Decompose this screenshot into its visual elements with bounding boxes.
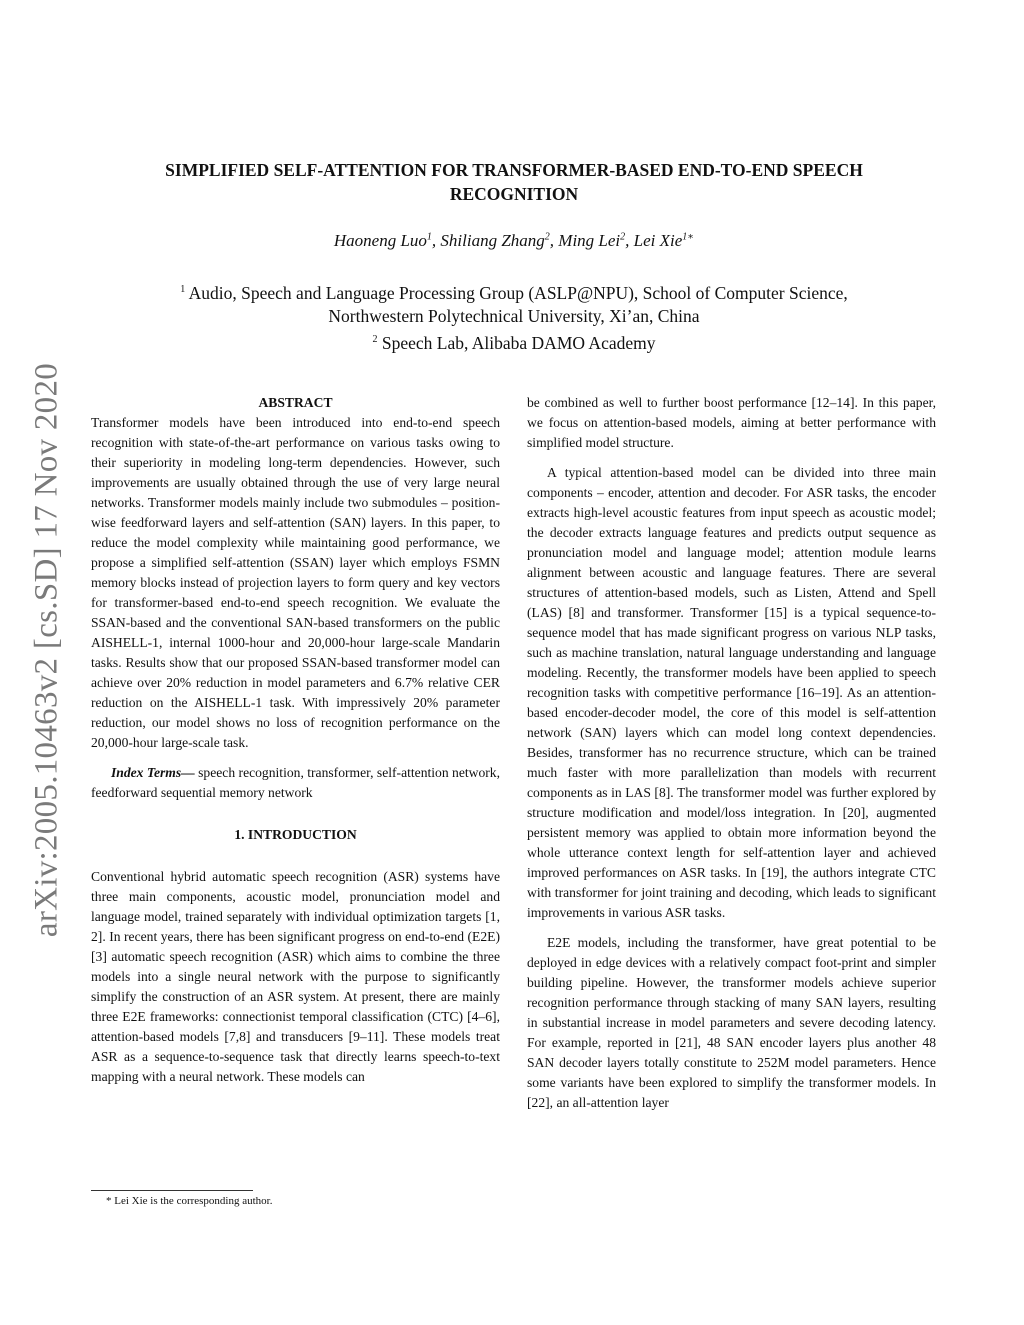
abstract-text: Transformer models have been introduced into end-to-end speech recognition with state-of-the-art performance on various tasks owing to their superiority in modeling long-term dependencies. However, such improvements are usually obtained through the use of very large neural networks. Transformer models mainly include two submodules – position-wise feedforward layers and self-attention (SAN) layers. In this paper, to reduce the model complexity while maintaining good performance, we propose a simplified self-attention (SSAN) layer which employs FSMN memory blocks instead of projection layers to form query and key vectors for transformer-based end-to-end speech recognition. We evaluate the SSAN-based and the conventional SAN-based transformers on the public AISHELL-1, internal 1000-hour and 20,000-hour large-scale Mandarin tasks. Results show that our proposed SSAN-based transformer model can achieve over 20% reduction in model parameters and 6.7% relative CER reduction on the AISHELL-1 task. With impressively 20% parameter reduction, our model shows no loss of recognition performance on the 20,000-hour large-scale task. — [91, 415, 500, 750]
footnote-divider — [91, 1190, 253, 1191]
paragraph: A typical attention-based model can be divided into three main components – encoder, attention and decoder. For ASR tasks, the encoder extracts high-level acoustic features from input speech as acoustic model; the decoder extracts language features and predicts output sequence as pronunciation model and language model; attention module learns alignment between acoustic and language features. There are several structures of attention-based models, such as Listen, Attend and Spell (LAS) [8] and transformer. Transformer [15] is a typical sequence-to-sequence model that has made significant progress on various NLP tasks, such as machine translation, natural language understanding and language modeling. Recently, the transformer models have been applied to speech recognition tasks with competitive performance [16–19]. As an attention-based encoder-decoder model, the core of this model is self-attention network (SAN) layers which can model long context dependencies. Besides, transformer has no recurrence structure, which can be trained much faster with more parallelization than models with recurrent components as in LAS [8]. The transformer model was further explored by structure modification and model/loss integration. In [20], augmented persistent memory was applied to obtain more information beyond the whole utterance context length for self-attention layer and achieved improved performances on ASR tasks. In [19], the authors integrate CTC with transformer for joint training and decoding, which leads to significant improvements in various ASR tasks. — [527, 465, 936, 920]
arxiv-sidebar — [22, 340, 72, 960]
author-affiliation-mark: 1 — [426, 231, 432, 243]
author-name: Haoneng Luo — [333, 231, 427, 250]
author-name: Shiliang Zhang — [440, 231, 545, 250]
affiliation-text: Speech Lab, Alibaba DAMO Academy — [381, 332, 656, 353]
arxiv-identifier: arXiv:2005.10463v2 [cs.SD] 17 Nov 2020 — [28, 362, 65, 938]
affiliation-mark: 2 — [372, 333, 378, 345]
paragraph-continued: be combined as well to further boost performance [12–14]. In this paper, we focus on attention-based models, aiming at better performance with simplified model structure. — [527, 395, 936, 450]
right-column — [527, 393, 936, 1113]
author-list: Haoneng Luo$^1$, Shiliang Zhang$^2$, Ming Lei$^2$, Lei Xie$^{1∗}$ — [333, 231, 695, 250]
paper-title: SIMPLIFIED SELF-ATTENTION FOR TRANSFORMER-BASED END-TO-END SPEECH RECOGNITION — [165, 160, 863, 204]
paragraph: E2E models, including the transformer, have great potential to be deployed in edge devices with a relatively compact foot-print and simpler building pipeline. However, the transformer models achieve superior recognition performance through stacking of many SAN layers, resulting in substantial increase in model parameters and severe decoding latency. For example, reported in [21], 48 SAN encoder layers plus another 48 SAN decoder layers totally constitute to 252M model parameters. Hence some variants have been explored to simplify the transformer models. In [22], an all-attention layer — [527, 935, 936, 1110]
index-terms-label: Index Terms— — [111, 765, 195, 780]
left-column — [91, 393, 500, 1087]
index-terms-text: speech recognition, transformer, self-attention network, feedforward sequential memory network — [91, 765, 500, 800]
introduction-heading: 1. INTRODUCTION — [234, 827, 357, 842]
author-affiliation-mark: 2 — [544, 231, 550, 243]
author-affiliation-mark: 1∗ — [682, 231, 695, 243]
affiliation-line-3 — [100, 328, 928, 355]
affiliations — [100, 278, 928, 355]
author-affiliation-mark: 2 — [620, 231, 626, 243]
affiliation-text: Audio, Speech and Language Processing Group (ASLP@NPU), School of Computer Science, — [188, 282, 848, 303]
affiliation-line-2: Northwestern Polytechnical University, Xi’an, China — [328, 305, 700, 326]
affiliation-mark: 1 — [180, 284, 186, 295]
author-name: Lei Xie — [633, 231, 683, 250]
footnote: * Lei Xie is the corresponding author. — [106, 1195, 273, 1207]
affiliation-line-1 — [100, 278, 928, 305]
index-terms — [91, 763, 500, 803]
abstract-heading: ABSTRACT — [258, 395, 333, 410]
introduction-paragraph: Conventional hybrid automatic speech recognition (ASR) systems have three main components, acoustic model, pronunciation model and language model, trained separately with individual optimization targets [1, 2]. In recent years, there has been significant progress on end-to-end (E2E) [3] automatic speech recognition (ASR) which aims to combine the three models into a single neural network with the purpose to significantly simplify the construction of an ASR system. At present, there are mainly three E2E frameworks: connectionist temporal classification (CTC) [4–6], attention-based models [7,8] and transducers [9–11]. These models treat ASR as a sequence-to-sequence task that directly learns speech-to-text mapping with a neural network. These models can — [91, 869, 500, 1084]
author-name: Ming Lei — [558, 231, 621, 250]
